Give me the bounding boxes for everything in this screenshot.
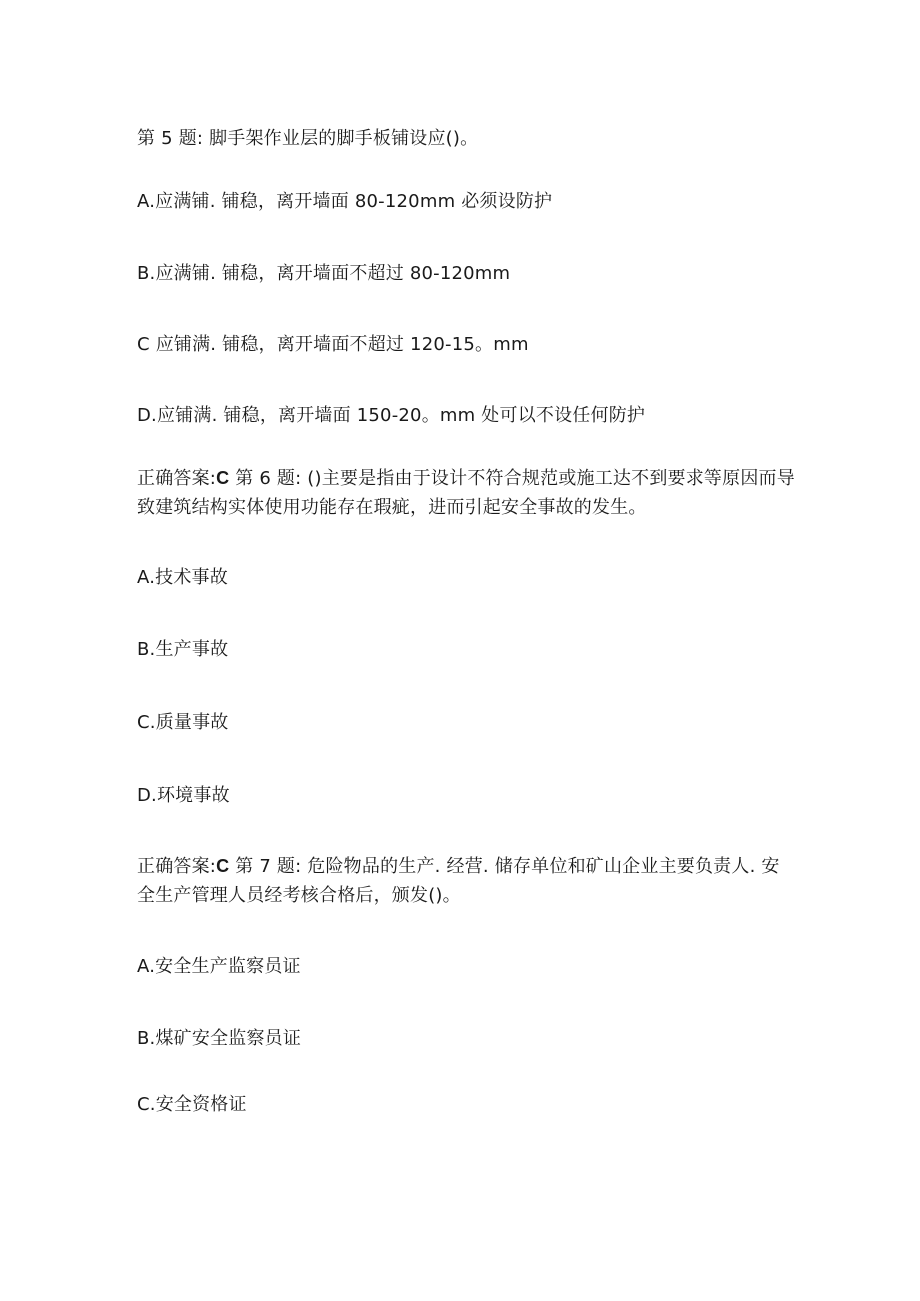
question-5-option-d: D.应铺满. 铺稳，离开墙面 150-20。mm 处可以不设任何防护 xyxy=(137,405,646,426)
question-5-option-c: C 应铺满. 铺稳，离开墙面不超过 120-15。mm xyxy=(137,334,529,355)
answer-value: C xyxy=(216,468,230,488)
question-7-option-c: C.安全资格证 xyxy=(137,1094,247,1115)
question-6-option-c: C.质量事故 xyxy=(137,712,229,733)
question-7-option-a: A.安全生产监察员证 xyxy=(137,956,301,977)
question-7-block xyxy=(137,852,797,910)
question-5-option-a: A.应满铺. 铺稳，离开墙面 80-120mm 必须设防护 xyxy=(137,191,553,212)
question-7-option-b: B.煤矿安全监察员证 xyxy=(137,1028,302,1049)
question-6-option-a: A.技术事故 xyxy=(137,567,228,588)
question-5-prompt: 第 5 题: 脚手架作业层的脚手板铺设应()。 xyxy=(137,128,479,149)
answer-label: 正确答案: xyxy=(137,468,217,489)
question-6-option-b: B.生产事故 xyxy=(137,639,229,660)
question-5-option-b: B.应满铺. 铺稳，离开墙面不超过 80-120mm xyxy=(137,263,511,284)
question-6-option-d: D.环境事故 xyxy=(137,785,230,806)
answer-label: 正确答案: xyxy=(137,856,217,877)
question-7-prompt: 第 7 题: 危险物品的生产. 经营. 储存单位和矿山企业主要负责人. 安全生产管理人员经考核合格后，颁发()。 xyxy=(137,856,780,906)
answer-value: C xyxy=(216,856,230,876)
question-6-block xyxy=(137,464,797,522)
question-6-prompt: 第 6 题: ()主要是指由于设计不符合规范或施工达不到要求等原因而导致建筑结构实体使用功能存在瑕疵，进而引起安全事故的发生。 xyxy=(137,468,795,518)
